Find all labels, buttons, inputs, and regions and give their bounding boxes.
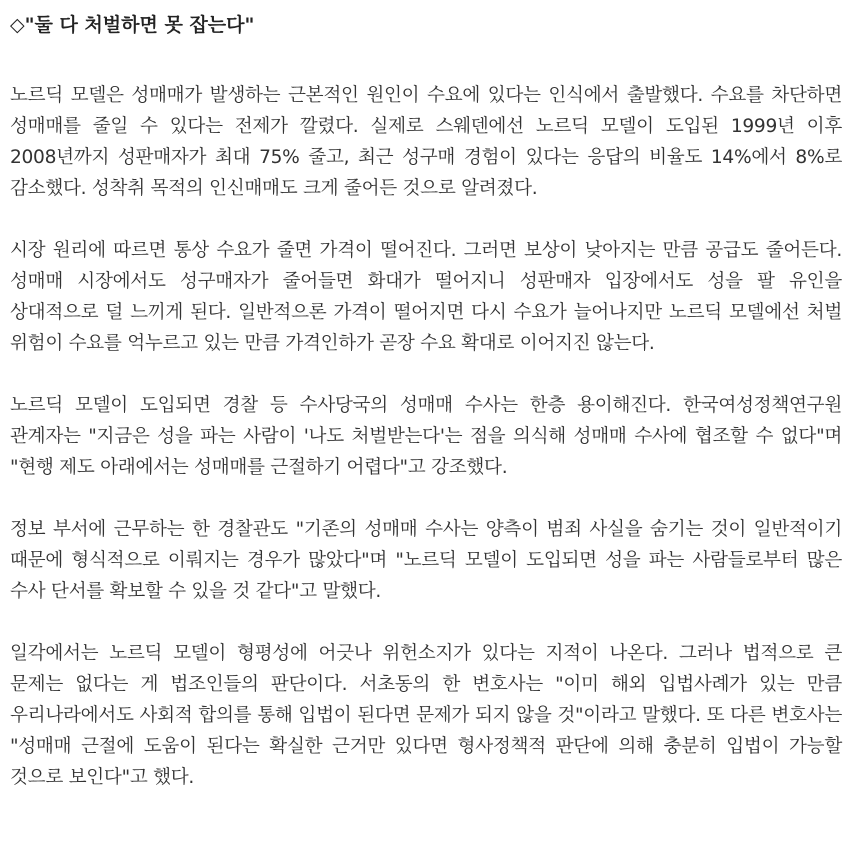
paragraph-nordic-model-origin: 노르딕 모델은 성매매가 발생하는 근본적인 원인이 수요에 있다는 인식에서 출발했다. 수요를 차단하면 성매매를 줄일 수 있다는 전제가 깔렸다. 실제로 스웨덴에선 노르딕 모델이 도입된 1999년 이후 2008년까지 성판매자가 최대 75% 줄고, 최근 성구매 경험이 있다는 응답의 비율도 14%에서 8%로 감소했다. 성착취 목적의 인신매매도 크게 줄어든 것으로 알려졌다. — [10, 85, 842, 199]
article-body — [10, 8, 842, 824]
paragraph-market-principle: 시장 원리에 따르면 통상 수요가 줄면 가격이 떨어진다. 그러면 보상이 낮아지는 만큼 공급도 줄어든다. 성매매 시장에서도 성구매자가 줄어들면 화대가 떨어지니 성판매자 입장에서도 성을 팔 유인을 상대적으로 덜 느끼게 된다. 일반적으론 가격이 떨어지면 다시 수요가 늘어나지만 노르딕 모델에선 처벌 위험이 수요를 억누르고 있는 만큼 가격인하가 곧장 수요 확대로 이어지진 않는다. — [10, 240, 842, 354]
paragraph-police-officer-quote: 정보 부서에 근무하는 한 경찰관도 "기존의 성매매 수사는 양측이 범죄 사실을 숨기는 것이 일반적이기 때문에 형식적으로 이뤄지는 경우가 많았다"며 "노르딕 모델이 도입되면 성을 파는 사람들로부터 많은 수사 단서를 확보할 수 있을 것 같다"고 말했다. — [10, 519, 842, 602]
paragraph-constitutional-debate: 일각에서는 노르딕 모델이 형평성에 어긋나 위헌소지가 있다는 지적이 나온다. 그러나 법적으로 큰 문제는 없다는 게 법조인들의 판단이다. 서초동의 한 변호사는 "이미 해외 입법사례가 있는 만큼 우리나라에서도 사회적 합의를 통해 입법이 된다면 문제가 되지 않을 것"이라고 말했다. 또 다른 변호사는 "성매매 근절에 도움이 된다는 확실한 근거만 있다면 형사정책적 판단에 의해 충분히 입법이 가능할 것으로 보인다"고 했다. — [10, 643, 842, 788]
paragraph-police-investigation: 노르딕 모델이 도입되면 경찰 등 수사당국의 성매매 수사는 한층 용이해진다. 한국여성정책연구원 관계자는 "지금은 성을 파는 사람이 '나도 처벌받는다'는 점을 의식해 성매매 수사에 협조할 수 없다"며 "현행 제도 아래에서는 성매매를 근절하기 어렵다"고 강조했다. — [10, 395, 842, 478]
section-heading: ◇"둘 다 처벌하면 못 잡는다" — [10, 14, 255, 36]
